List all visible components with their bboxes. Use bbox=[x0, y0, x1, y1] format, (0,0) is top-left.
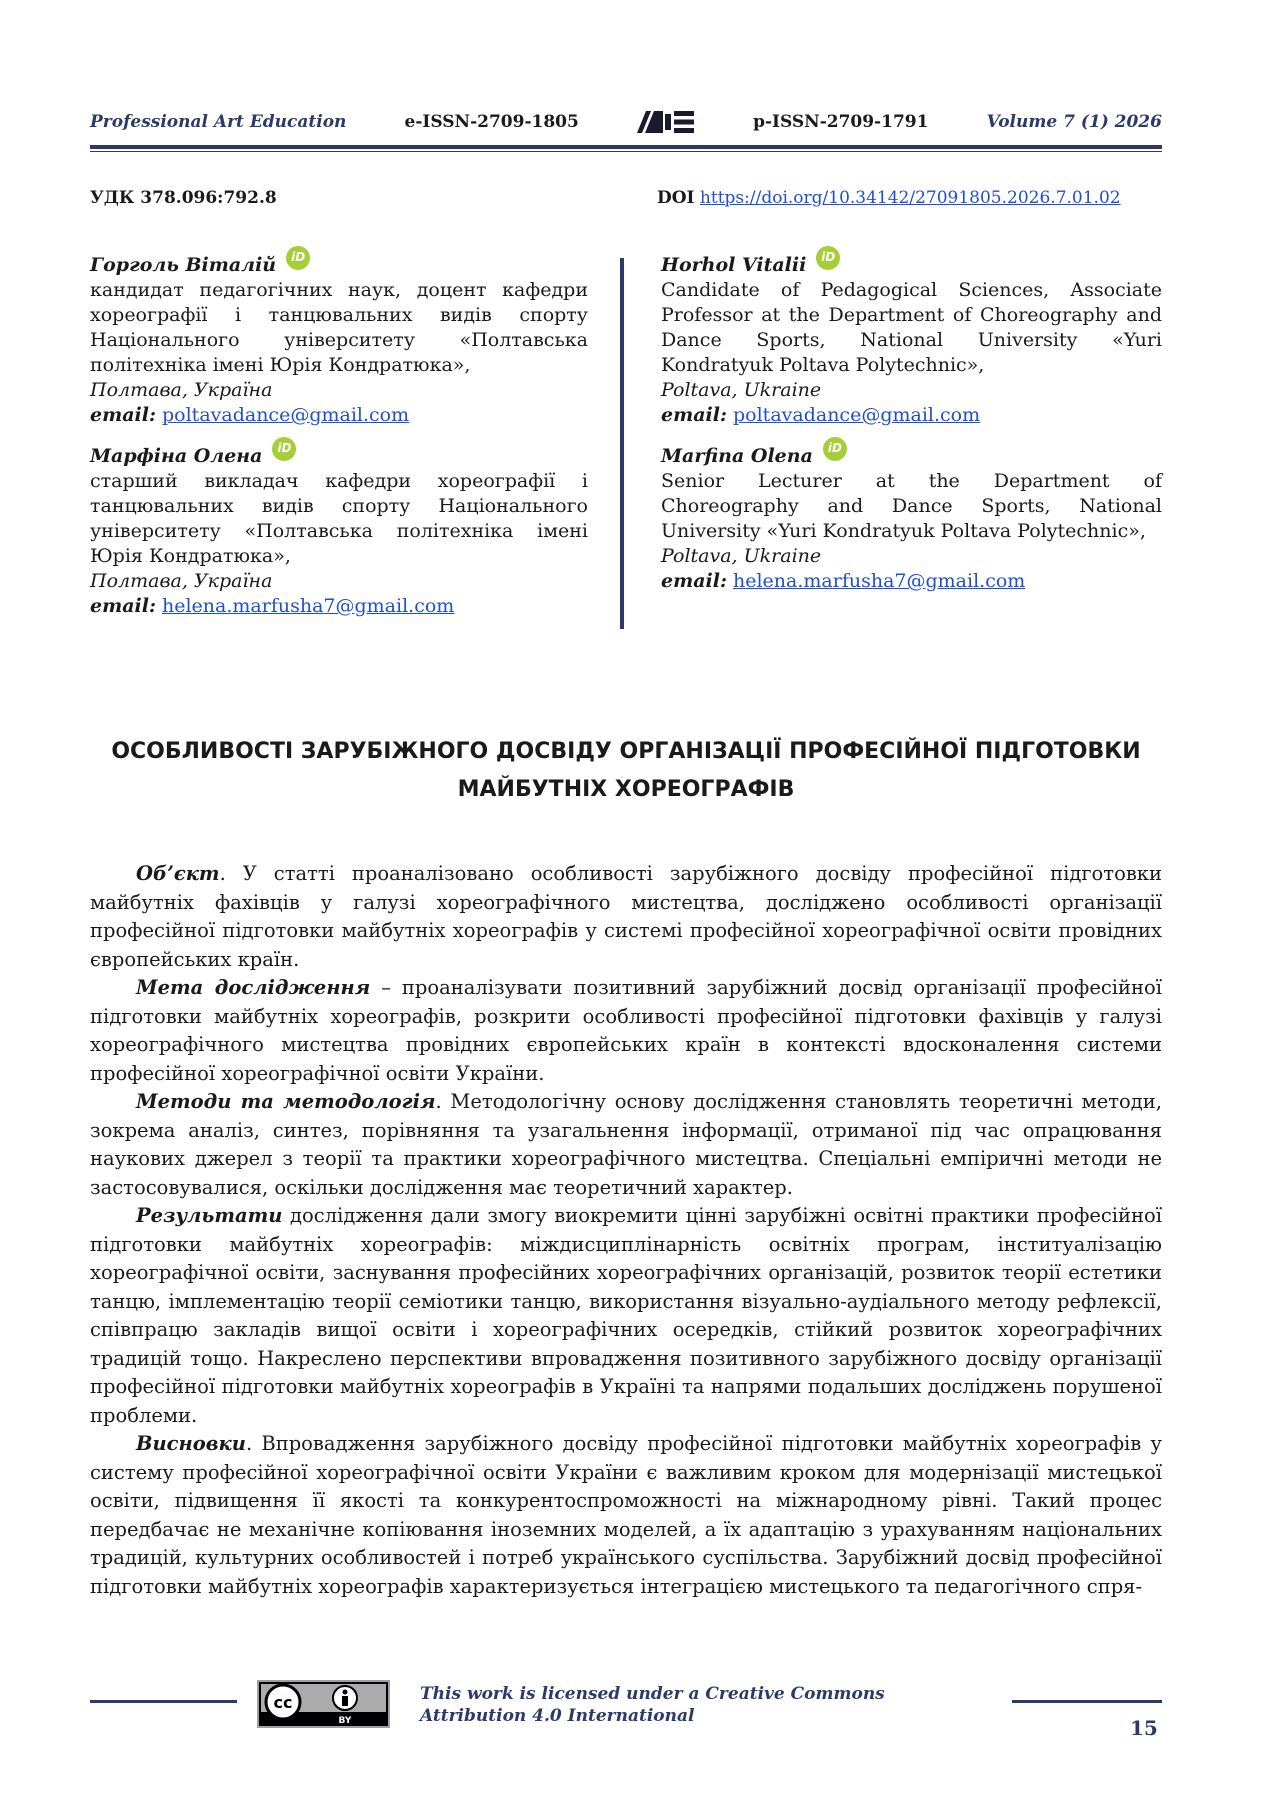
author-email bbox=[661, 569, 1162, 594]
abstract-separator: . bbox=[219, 862, 243, 885]
author-name bbox=[90, 250, 588, 278]
email-label: email: bbox=[661, 570, 727, 592]
author-block bbox=[661, 250, 1162, 428]
svg-text:cc: cc bbox=[273, 1693, 293, 1712]
author-name-text: Горголь Віталій bbox=[90, 254, 277, 276]
author-email bbox=[90, 403, 588, 428]
abstract-separator: . bbox=[245, 1432, 262, 1455]
abstract-paragraph bbox=[90, 1430, 1162, 1601]
page-number: 15 bbox=[1130, 1716, 1158, 1740]
article-title: ОСОБЛИВОСТІ ЗАРУБІЖНОГО ДОСВІДУ ОРГАНІЗАЦІЇ ПРОФЕСІЙНОЇ ПІДГОТОВКИ МАЙБУТНІХ ХОРЕОГРАФІВ bbox=[111, 739, 1141, 802]
email-link[interactable]: helena.marfusha7@gmail.com bbox=[733, 570, 1026, 592]
volume-info: Volume 7 (1) 2026 bbox=[986, 112, 1162, 132]
abstract bbox=[90, 860, 1162, 1601]
email-label: email: bbox=[661, 404, 727, 426]
abstract-paragraph bbox=[90, 974, 1162, 1088]
abstract-text: У статті проаналізовано особливості зарубіжного досвіду професійної підготовки майбутніх фахівців у галузі хореографічного мистецтва, досліджено особливості організації професійної підготовки майбутніх хореографів у системі професійної хореографічної освіти провідних європейських країн. bbox=[90, 862, 1162, 971]
doi bbox=[657, 188, 1121, 208]
author-block bbox=[90, 250, 588, 428]
pissn: p-ISSN-2709-1791 bbox=[753, 112, 929, 132]
running-header bbox=[90, 110, 1162, 134]
author-affiliation: старший викладач кафедри хореографії і танцювальних видів спорту Національного університету «Полтавська політехніка імені Юрія Кондратюка», bbox=[90, 470, 588, 567]
author-block bbox=[661, 441, 1162, 594]
email-link[interactable]: poltavadance@gmail.com bbox=[733, 404, 981, 426]
author-name-text: Marfina Olena bbox=[661, 445, 813, 467]
doi-label: DOI bbox=[657, 188, 695, 208]
footer-rule-right bbox=[1012, 1700, 1162, 1703]
abstract-text: Впровадження зарубіжного досвіду професійної підготовки майбутніх хореографів у систему професійної хореографічної освіти України є важливим кроком для модернізації мистецької освіти, підвищення її якості та конкурентоспроможності на міжнародному рівні. Такий процес передбачає не механічне копіювання іноземних моделей, а їх адаптацію з урахуванням національних традицій, культурних особливостей і потреб українського суспільства. Зарубіжний досвід професійної підготовки майбутніх хореографів характеризується інтеграцією мистецького та педагогічного спря- bbox=[90, 1432, 1162, 1598]
orcid-icon[interactable]: iD bbox=[823, 437, 847, 461]
abstract-text: дослідження дали змогу виокремити цінні зарубіжні освітні практики професійної підготовки майбутніх хореографів: міждисциплінарність освітніх програм, інституалізацію хореографічної освіти, заснування професійних хореографічних організацій, розвиток теорії естетики танцю, імплементацію теорії семіотики танцю, використання візуально-аудіального методу рефлексії, співпрацю закладів вищої освіти і хореографічних осередків, стійкий розвиток хореографічних традицій тощо. Накреслено перспективи впровадження позитивного зарубіжного досвіду організації професійної підготовки майбутніх хореографів в Україні та напрями подальших досліджень порушеної проблеми. bbox=[90, 1204, 1162, 1427]
author-email bbox=[90, 594, 588, 619]
header-rule-thin bbox=[90, 151, 1162, 152]
author-affiliation: Senior Lecturer at the Department of Choreography and Dance Sports, National University «Yuri Kondratyuk Poltava Polytechnic», bbox=[661, 470, 1162, 542]
email-link[interactable]: poltavadance@gmail.com bbox=[162, 404, 410, 426]
author-city: Poltava, Ukraine bbox=[661, 545, 822, 567]
author-name bbox=[661, 441, 1162, 469]
abstract-text: проаналізувати позитивний зарубіжний досвід організації професійної підготовки майбутніх хореографів, розкрити особливості професійної підготовки фахівців у галузі хореографічного мистецтва провідних європейських країн в контексті вдосконалення системи професійної хореографічної освіти України. bbox=[90, 976, 1162, 1085]
email-link[interactable]: helena.marfusha7@gmail.com bbox=[162, 595, 455, 617]
license-text: This work is licensed under a Creative Commons Attribution 4.0 International bbox=[420, 1684, 885, 1726]
author-affiliation: Candidate of Pedagogical Sciences, Associate Professor at the Department of Choreography and Dance Sports, National University «Yuri Kondratyuk Poltava Polytechnic», bbox=[661, 279, 1162, 376]
footer-rule-left bbox=[90, 1700, 237, 1703]
header-rule bbox=[90, 145, 1162, 149]
abstract-label: Методи та методологія bbox=[136, 1090, 436, 1113]
orcid-icon[interactable]: iD bbox=[816, 246, 840, 270]
author-block bbox=[90, 441, 588, 619]
abstract-label: Мета дослідження bbox=[136, 976, 371, 999]
abstract-separator: – bbox=[370, 976, 402, 999]
abstract-label: Результати bbox=[136, 1204, 283, 1227]
abstract-separator bbox=[282, 1204, 290, 1227]
author-email bbox=[661, 403, 1162, 428]
journal-logo bbox=[637, 111, 695, 133]
cc-by-label: BY bbox=[338, 1716, 352, 1726]
column-divider bbox=[620, 258, 624, 629]
abstract-paragraph bbox=[90, 1202, 1162, 1430]
abstract-paragraph bbox=[90, 860, 1162, 974]
doi-link[interactable]: https://doi.org/10.34142/27091805.2026.7.01.02 bbox=[699, 188, 1121, 208]
udk-code: УДК 378.096:792.8 bbox=[90, 188, 277, 208]
author-city: Полтава, Україна bbox=[90, 570, 273, 592]
author-name bbox=[90, 441, 588, 469]
cc-by-license-badge[interactable] bbox=[257, 1680, 390, 1728]
abstract-label: Висновки bbox=[136, 1432, 246, 1455]
abstract-text: Методологічну основу дослідження становлять теоретичні методи, зокрема аналіз, синтез, порівняння та узагальнення інформації, отриманої під час опрацювання наукових джерел з теорії та практики хореографічного мистецтва. Спеціальні емпіричні методи не застосовувалися, оскільки дослідження має теоретичний характер. bbox=[90, 1090, 1162, 1199]
author-city: Poltava, Ukraine bbox=[661, 379, 822, 401]
email-label: email: bbox=[90, 404, 156, 426]
author-city: Полтава, Україна bbox=[90, 379, 273, 401]
abstract-separator: . bbox=[435, 1090, 451, 1113]
author-name-text: Марфіна Олена bbox=[90, 445, 263, 467]
authors-ukrainian bbox=[90, 250, 588, 619]
orcid-icon[interactable]: iD bbox=[272, 437, 296, 461]
author-name bbox=[661, 250, 1162, 278]
cc-by-icon bbox=[259, 1682, 388, 1726]
abstract-label: Об’єкт bbox=[136, 862, 220, 885]
orcid-icon[interactable]: iD bbox=[286, 246, 310, 270]
journal-name: Professional Art Education bbox=[90, 112, 347, 132]
authors-english bbox=[661, 250, 1162, 594]
email-label: email: bbox=[90, 595, 156, 617]
author-affiliation: кандидат педагогічних наук, доцент кафедри хореографії і танцювальних видів спорту Національного університету «Полтавська політехніка імені Юрія Кондратюка», bbox=[90, 279, 588, 376]
author-name-text: Horhol Vitalii bbox=[661, 254, 807, 276]
eissn: e-ISSN-2709-1805 bbox=[404, 112, 579, 132]
abstract-paragraph bbox=[90, 1088, 1162, 1202]
